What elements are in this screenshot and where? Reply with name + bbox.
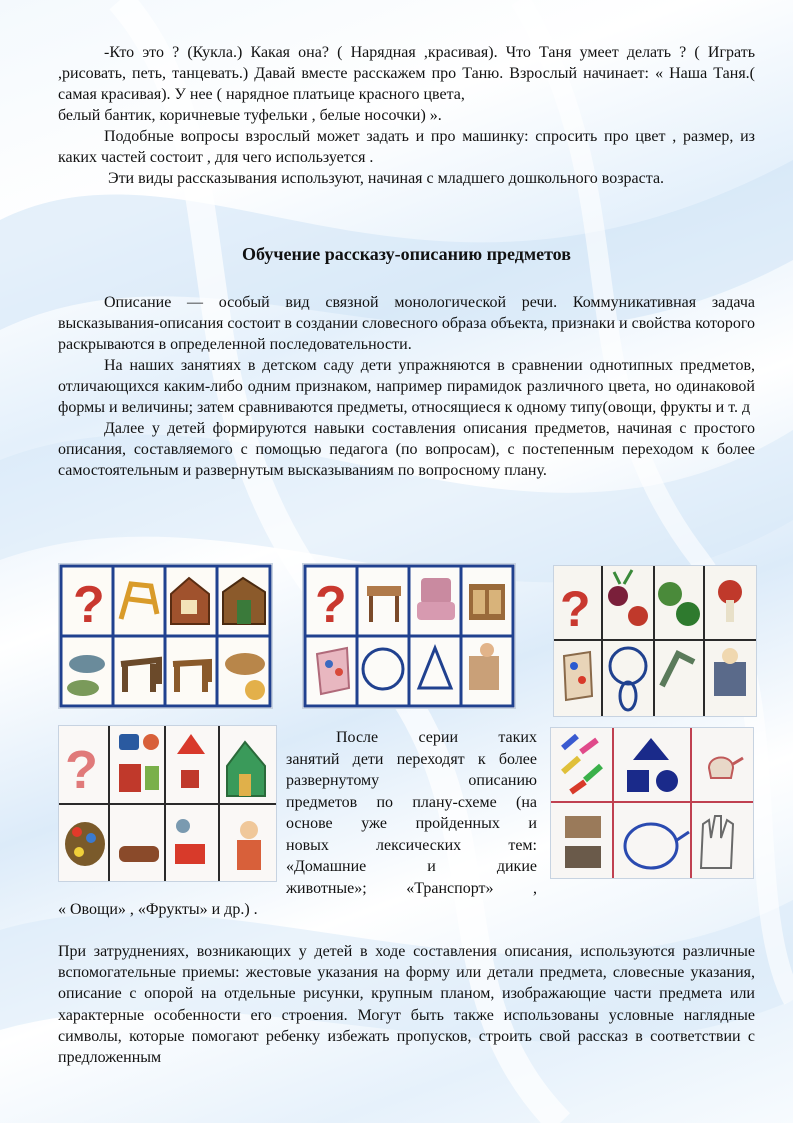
- toys-scheme-illustration: [59, 726, 276, 881]
- side-line: занятий дети переходят к более: [286, 750, 537, 768]
- side-line: предметов по плану-схеме (на: [286, 793, 537, 811]
- paragraph-dialogue: -Кто это ? (Кукла.) Какая она? ( Нарядная ,красивая). Что Таня умеет делать ? ( Играть ,рисовать, петь, танцевать.) Давай вместе расскажем про Таню. Взрослый начинает: « Наша Таня.( самая красивая). У нее ( нарядное платьице красного цвета,: [58, 44, 755, 103]
- picture-animals-scheme: [58, 563, 273, 709]
- animals-scheme-illustration: [59, 564, 272, 708]
- side-line: «Домашние и дикие: [286, 858, 537, 875]
- document-body: [58, 42, 755, 479]
- side-line: После серии таких: [336, 729, 537, 746]
- side-line: развернутому описанию: [286, 772, 537, 789]
- section-heading: Обучение рассказу-описанию предметов: [242, 244, 571, 264]
- paragraph-definition: Описание — особый вид связной монологической речи. Коммуникативная задача высказывания-описания состоит в создании словесного образа объекта, признаки и свойства которого раскрываются в определенной последовательности.: [58, 294, 755, 353]
- svg-text:?: ?: [560, 581, 591, 637]
- picture-shapes-scheme: [550, 727, 754, 879]
- vegetables-scheme-illustration: [554, 566, 756, 716]
- side-line: животные»; «Транспорт» ,: [286, 879, 537, 897]
- shapes-scheme-illustration: [551, 728, 753, 878]
- side-paragraph-end: « Овощи» , «Фрукты» и др.) .: [58, 901, 258, 918]
- side-line: основе уже пройденных и: [286, 815, 537, 832]
- paragraph-dialogue-end: белый бантик, коричневые туфельки , белые носочки) ».: [58, 107, 442, 124]
- side-paragraph: [286, 727, 537, 899]
- paragraph-skills: Далее у детей формируются навыки составления описания предметов, начиная с простого описания, составляемого с помощью педагога (по вопросам), с постепенным переходом к более самостоятельным и развернутым высказываниям по вопросному плану.: [58, 420, 755, 479]
- picture-furniture-scheme: [302, 563, 516, 709]
- svg-text:?: ?: [315, 576, 347, 634]
- picture-toys-scheme: [58, 725, 277, 882]
- picture-vegetables-scheme: [553, 565, 757, 717]
- side-line: новых лексических тем:: [286, 836, 537, 854]
- paragraph-age: Эти виды рассказывания используют, начиная с младшего дошкольного возраста.: [108, 170, 665, 187]
- furniture-scheme-illustration: [303, 564, 515, 708]
- paragraph-questions: Подобные вопросы взрослый может задать и про машинку: спросить про цвет , размер, из каких частей состоит , для чего используется .: [58, 128, 755, 166]
- paragraph-assistive-techniques: При затруднениях, возникающих у детей в ходе составления описания, используются различные вспомогательные приемы: жестовые указания на форму или детали предмета, словесные указания, описание с опорой на отдельные рисунки, крупным планом, изображающие части предмета или характерные особенности его строения. Могут быть также использованы условные наглядные символы, которые помогают ребенку избежать пропусков, строить свой рассказ в соответствии с предложенным: [58, 943, 755, 1067]
- paragraph-comparison: На наших занятиях в детском саду дети упражняются в сравнении однотипных предметов, отличающихся каким-либо одним признаком, например пирамидок различного цвета, но одинаковой формы и величины; затем сравниваются предметы, относящиеся к одному типу(овощи, фрукты и т. д: [58, 357, 755, 416]
- svg-text:?: ?: [73, 576, 105, 634]
- svg-text:?: ?: [65, 740, 98, 800]
